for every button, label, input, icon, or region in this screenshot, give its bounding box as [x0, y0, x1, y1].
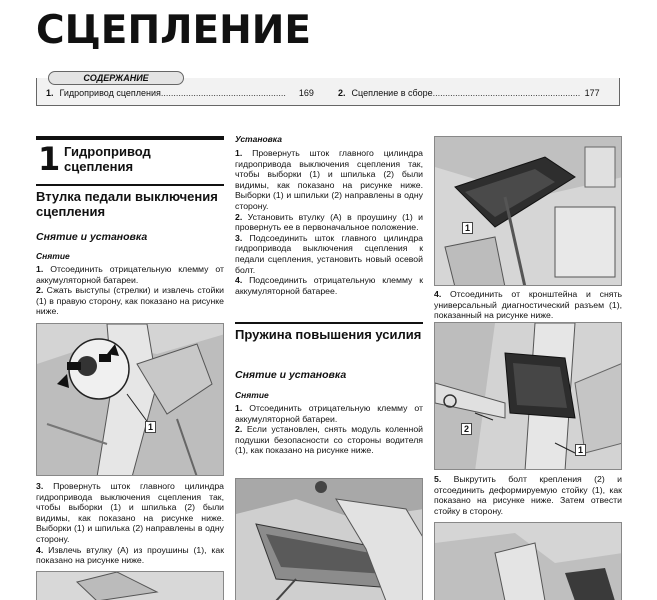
- figure-bushing: [36, 571, 224, 600]
- toc-entry-label: Гидропривод сцепления: [59, 88, 161, 98]
- step-diagnostic-connector: [434, 289, 622, 321]
- figure-strut-moved: [434, 522, 622, 600]
- figure-strut-moved-drawing: [435, 523, 622, 600]
- toc-entry-leader: ...........................................................: [432, 88, 581, 98]
- step-item: 4. Извлечь втулку (А) из проушины (1), как показано на рисунке ниже.: [36, 544, 224, 566]
- section-title-assist-spring: Пружина повышения усилия: [235, 322, 423, 342]
- steps-removal-1-2: [36, 264, 224, 317]
- subheading-removal: Снятие: [235, 390, 269, 400]
- toc-entry-leader: ..................................................: [160, 88, 286, 98]
- step-item: 2. Установить втулку (А) в проушину (1) и провернуть ее в первоначальное положение.: [235, 211, 423, 233]
- figure-bushing-drawing: [37, 572, 224, 600]
- figure-knee-airbag: [235, 478, 423, 600]
- chapter-title: Гидропривод сцепления: [64, 144, 151, 174]
- toc-entry-number: 2.: [338, 88, 346, 98]
- figure-diagnostic-connector: [434, 136, 622, 286]
- figure-callout: 1: [145, 421, 156, 433]
- steps-spring-removal: [235, 403, 423, 456]
- subheading-removal: Снятие: [36, 251, 70, 261]
- toc-entry-page: 169: [298, 88, 314, 98]
- contents-box: [36, 71, 620, 107]
- figure-callout: 2: [461, 423, 472, 435]
- step-item: 1. Провернуть шток главного цилиндра гидропривода выключения сцепления так, чтобы выборки (1) и шпилька (2) были видимы, как показано на рисунке ниже. Выборки (1) и шпильки (2) направлены в одну сторону.: [235, 148, 423, 211]
- step-item: 1. Отсоединить отрицательную клемму от аккумуляторной батареи.: [36, 264, 224, 285]
- step-deformable-strut: [434, 474, 622, 516]
- step-item: 3. Подсоединить шток главного цилиндра гидропривода выключения сцепления к педали сцепления, установить новый осевой болт.: [235, 232, 423, 275]
- toc-entry-number: 1.: [46, 88, 54, 98]
- step-item: 1. Отсоединить отрицательную клемму от аккумуляторной батареи.: [235, 403, 423, 424]
- figure-deformable-strut: [434, 322, 622, 470]
- chapter-heading: [36, 136, 224, 178]
- toc-entry-2[interactable]: [338, 88, 600, 98]
- toc-entry-page: 177: [584, 88, 600, 98]
- step-item: 5. Выкрутить болт крепления (2) и отсоединить деформируемую стойку (1), как показано на рисунке ниже. Затем отвести стойку в сторону.: [434, 474, 622, 516]
- figure-deformable-strut-drawing: [435, 323, 622, 470]
- subheading-removal-installation: Снятие и установка: [235, 369, 347, 381]
- step-item: 2. Сжать выступы (стрелки) и извлечь стойки (1) в правую сторону, как показано на рисунке ниже.: [36, 285, 224, 317]
- step-item: 4. Отсоединить от кронштейна и снять универсальный диагностический разъем (1), показанный на рисунке ниже.: [434, 289, 622, 321]
- contents-header: СОДЕРЖАНИЕ: [48, 71, 184, 85]
- section-title-pedal-bushing: Втулка педали выключения сцепления: [36, 184, 224, 219]
- chapter-number: 1: [38, 140, 61, 178]
- toc-entry-label: Сцепление в сборе: [351, 88, 433, 98]
- steps-installation: [235, 148, 423, 296]
- steps-removal-3-4: [36, 481, 224, 566]
- figure-knee-airbag-drawing: [236, 479, 423, 600]
- figure-callout: 1: [575, 444, 586, 456]
- step-item: 4. Подсоединить отрицательную клемму к аккумуляторной батарее.: [235, 275, 423, 296]
- step-item: 3. Провернуть шток главного цилиндра гидропривода выключения сцепления так, чтобы выборки (1) и шпилька (2) были видимы, как показано на рисунке ниже. Выборки (1) и шпилька (2) направлены в одну сторону.: [36, 481, 224, 544]
- step-item: 2. Если установлен, снять модуль коленной подушки безопасности со стороны водителя (1), как показано на рисунке ниже.: [235, 424, 424, 456]
- subheading-removal-installation: Снятие и установка: [36, 231, 148, 243]
- page-title: СЦЕПЛЕНИЕ: [36, 8, 312, 53]
- figure-pedal-bracket-drawing: [37, 324, 224, 476]
- figure-callout: 1: [462, 222, 473, 234]
- figure-diagnostic-connector-drawing: [435, 137, 622, 286]
- figure-pedal-bracket: [36, 323, 224, 476]
- subheading-installation: Установка: [235, 134, 282, 144]
- toc-entry-1[interactable]: [46, 88, 314, 98]
